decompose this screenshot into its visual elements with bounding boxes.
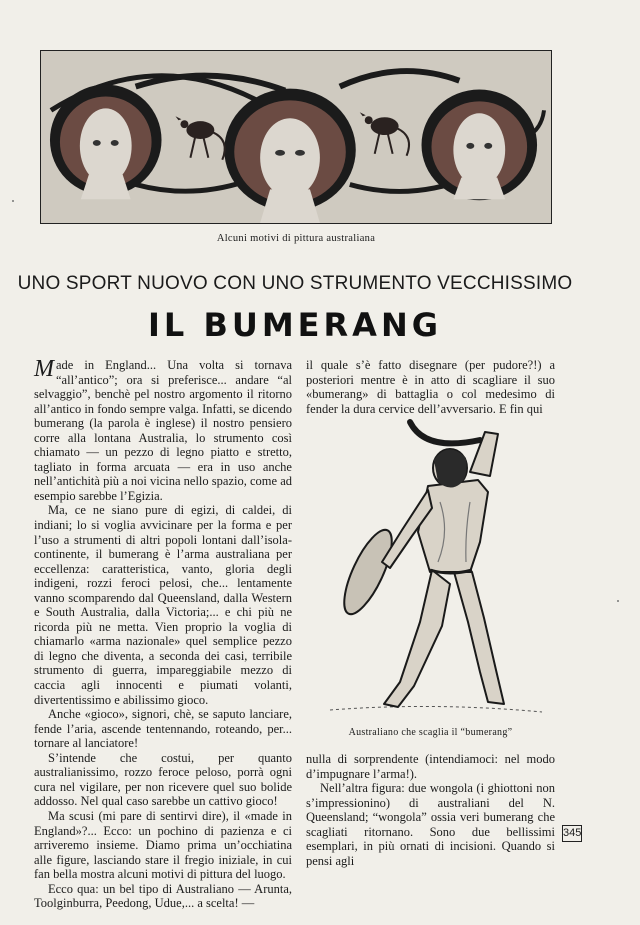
paragraph-3: Anche «gioco», signori, chè, se saputo lanciare, fende l’aria, ascende tentennando, roteando, per... tornare al lanciatore! [34, 707, 292, 751]
paragraph-4: S’intende che costui, per quanto australianissimo, rozzo feroce peloso, porrà ogni cura nel vigilare, per non ricevere quel suo bolide addosso. Nel qual caso sarebbe un cattivo gioco! [34, 750, 292, 809]
paragraph-5: Ma scusi (mi pare di sentirvi dire), il «made in England»?... Ecco: un pochino di pazienza e ci arriveremo insieme. Diamo prima un’occhiatina alle figure, lasciando stare il fregio iniziale, in cui fan bella mostra alcuni motivi di pittura del luogo. [34, 808, 292, 882]
page-number: 345 [562, 825, 582, 842]
right-top-paragraph: il quale s’è fatto disegnare (per pudore?!) a posteriori mentre è in atto di scagliare il suo «bumerang» di battaglia o col medesimo di fender la dura cervice dell’avversario. E fin qui [306, 358, 555, 416]
drop-cap: M [34, 356, 54, 382]
right-bottom-paragraph-1: nulla di sorprendente (intendiamoci: nel modo d’impugnare l’arma!). [306, 752, 555, 781]
paragraph-6: Ecco qua: un bel tipo di Australiano — Arunta, Toolginburra, Peedong, Udue,... a scelta! — [34, 881, 292, 911]
paper-speck [12, 200, 14, 202]
aboriginal-painting-frieze [40, 50, 552, 224]
illustration-caption: Australiano che scaglia il “bumerang” [348, 727, 513, 738]
frieze-caption: Alcuni motivi di pittura australiana [216, 233, 376, 244]
paragraph-2: Ma, ce ne siano pure di egizi, di caldei, di indiani; lo si voglia avvicinare per la forma e per l’uso a strumenti di altri popoli lontani dall’isola-continente, il bumerang è l’arma australiana per eccellenza: caratteristica, vanto, gloria degli indigeni, rozzi feroci pelosi, che... lentamente vanno scomparendo dal Queensland, dalla Western e South Australia, dalla Victoria;... e chi più ne ricorda più ne metta. Vien proprio la voglia di chiamarlo «arma nazionale» quel semplice pezzo di legno che diventa, a seconda dei casi, terribile strumento di guerra, impareggiabile mezzo di caccia agli innocenti e piumati volanti, divertentissimo e abilissimo gioco. [34, 503, 292, 707]
right-column-top [306, 358, 555, 416]
boomerang-thrower-illustration [320, 412, 550, 724]
article-subtitle: UNO SPORT NUOVO CON UNO STRUMENTO VECCHISSIMO [17, 273, 573, 294]
left-column [34, 358, 292, 911]
paper-speck [617, 600, 619, 602]
article-title: IL BUMERANG [148, 306, 442, 344]
right-bottom-paragraph-2: Nell’altra figura: due wongola (i ghiottoni non s’impressionino) di australiani del N. Queensland; “wongola” ossia veri bumerang che scagliati ritornano. Sono due bellissimi esemplari, in più ornati di incisioni. Quando si pensi agli [306, 781, 555, 868]
right-column-bottom [306, 752, 555, 868]
paragraph-1: Made in England... Una volta si tornava “all’antico”; ora si preferisce... andare “al selvaggio”, benchè pel nostro argomento il ritorno all’antico in fondo sempre valga. Infatti, se dicendo bumerang (la parola è inglese) il nostro pensiero corre alla lontana Australia, lo strumento così chiamato — un pezzo di legno piatto e stretto, tagliato in forma arcuata — era in uso anche nell’antichità più a noi vicina nello spazio, come ad esempio sarebbe l’Egizia. [34, 356, 292, 503]
